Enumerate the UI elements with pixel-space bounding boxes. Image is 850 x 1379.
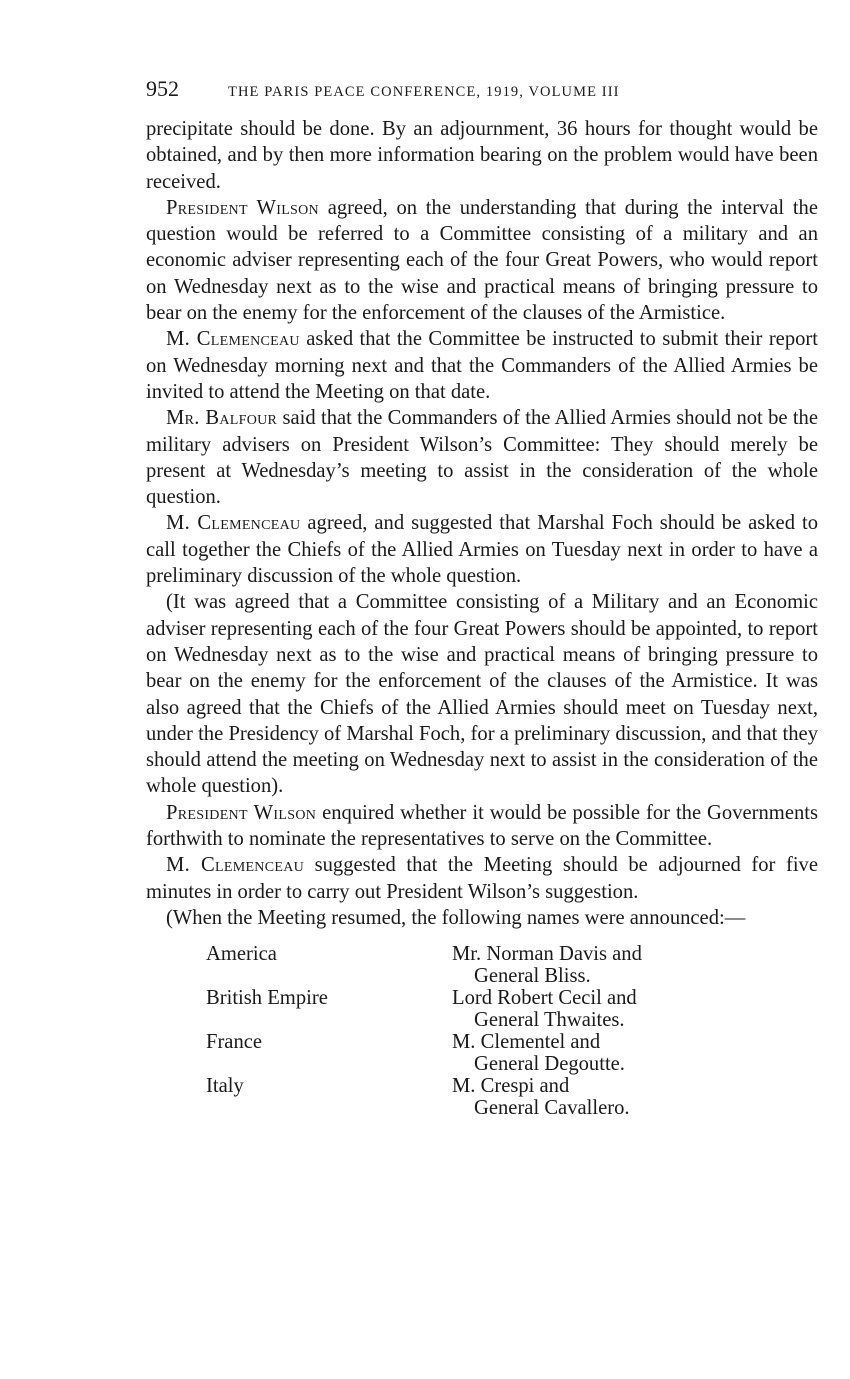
paragraph — [146, 800, 818, 853]
appointment-country: France — [206, 1031, 263, 1054]
document-page — [146, 76, 818, 1119]
running-head — [146, 76, 818, 116]
appointment-name-line: Lord Robert Cecil and — [452, 987, 637, 1010]
appointment-name-line: General Cavallero. — [474, 1097, 630, 1120]
paragraph-text: (It was agreed that a Committee consisting of a Military and an Economic adviser representing each of the four Great Powers should be appointed, to report on Wednesday next as to the wise and practical means of bringing pressure to bear on the enemy for the enforcement of the clauses of the Armistice. It was also agreed that the Chiefs of the Allied Armies should meet on Tuesday next, under the Presidency of Marshal Foch, for a preliminary discussion, and that they should attend the meeting on Wednesday next to assist in the consideration of the whole question). — [146, 591, 818, 798]
appointment-row — [206, 1075, 818, 1119]
body-text — [146, 116, 818, 931]
appointment-row — [206, 987, 818, 1031]
appointments-list — [206, 943, 818, 1119]
appointment-row — [206, 943, 818, 987]
appointment-row — [206, 1031, 818, 1075]
paragraph-text: agreed, on the understanding that during the interval the question would be referred to a Committee consisting of a military and an economic adviser representing each of the four Great Powers, who would report on Wednesday next as to the wise and practical means of bringing pressure to bear on the enemy for the enforcement of the clauses of the Armistice. — [146, 196, 818, 325]
paragraph-text: agreed, and suggested that Marshal Foch should be asked to call together the Chiefs of the Allied Armies on Tuesday next in order to have a preliminary discussion of the whole question. — [146, 512, 818, 588]
appointment-name-line: M. Crespi and — [452, 1075, 570, 1098]
paragraph-text: suggested that the Meeting should be adjourned for five minutes in order to carry out President Wilson’s suggestion. — [146, 854, 818, 903]
appointment-name-line: Mr. Norman Davis and — [452, 943, 642, 966]
appointment-names — [452, 1075, 630, 1119]
paragraph — [146, 116, 818, 195]
appointment-name-line: General Degoutte. — [474, 1053, 625, 1076]
speaker-name: President Wilson — [166, 801, 317, 824]
paragraph-text: said that the Commanders of the Allied Armies should not be the military advisers on President Wilson’s Committee: They should merely be present at Wednesday’s meeting to assist in the consideration of the whole question. — [146, 407, 818, 509]
paragraph — [146, 905, 818, 931]
paragraph-text: asked that the Committee be instructed to submit their report on Wednesday morning next and that the Commanders of the Allied Armies be invited to attend the Meeting on that date. — [146, 328, 818, 403]
speaker-name: Mr. Balfour — [166, 407, 278, 430]
speaker-name: M. Clemenceau — [166, 328, 300, 351]
appointment-name-line: General Bliss. — [474, 965, 591, 988]
paragraph-text: (When the Meeting resumed, the following names were announced:— — [166, 906, 746, 929]
speaker-name: M. Clemenceau — [166, 512, 301, 535]
speaker-name: President Wilson — [166, 196, 319, 219]
appointment-name-line: M. Clementel and — [452, 1031, 601, 1054]
appointment-country: Italy — [206, 1075, 244, 1098]
page-number: 952 — [146, 76, 179, 101]
paragraph-text: precipitate should be done. By an adjournment, 36 hours for thought would be obtained, and by then more information bearing on the problem would have been received. — [146, 118, 818, 193]
appointment-names — [452, 1031, 625, 1075]
appointment-names — [452, 987, 637, 1031]
appointment-country: British Empire — [206, 987, 328, 1010]
paragraph — [146, 510, 818, 589]
speaker-name: M. Clemenceau — [166, 854, 305, 877]
paragraph — [146, 589, 818, 799]
running-title: THE PARIS PEACE CONFERENCE, 1919, VOLUME III — [228, 84, 620, 100]
paragraph — [146, 195, 818, 326]
appointment-names — [452, 943, 642, 987]
appointment-country: America — [206, 943, 277, 966]
appointment-name-line: General Thwaites. — [474, 1009, 625, 1032]
paragraph — [146, 405, 818, 510]
paragraph — [146, 326, 818, 405]
paragraph-text: enquired whether it would be possible for the Governments forthwith to nominate the representatives to serve on the Committee. — [146, 801, 819, 851]
paragraph — [146, 852, 818, 905]
